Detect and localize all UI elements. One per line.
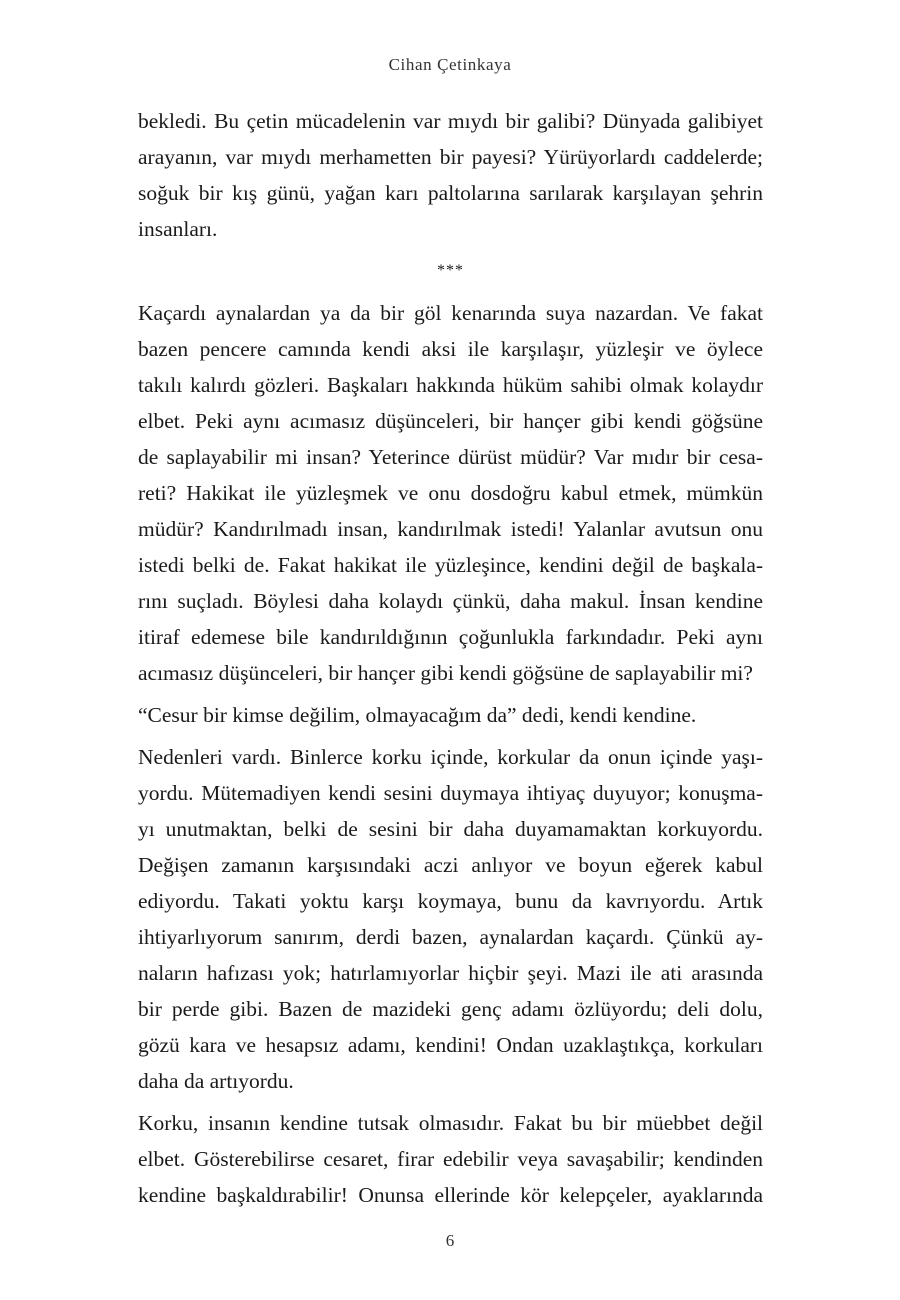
text-line: bekledi. Bu çetin mücadelenin var mıydı bir galibi? Dünyada galibiyet xyxy=(138,109,763,133)
text-line: Korku, insanın kendine tutsak olmasıdır. Fakat bu bir müebbet değil xyxy=(138,1111,764,1135)
text-line: reti? Hakikat ile yüzleşmek ve onu dosdoğru kabul etmek, mümkün xyxy=(138,481,763,505)
body-text xyxy=(138,103,763,1213)
text-line: istedi belki de. Fakat hakikat ile yüzleşince, kendini değil de başkala- xyxy=(138,553,764,577)
text-line: arayanın, var mıydı merhametten bir payesi? Yürüyorlardı caddelerde; xyxy=(138,145,763,169)
section-separator: *** xyxy=(437,262,464,279)
text-line: naların hafızası yok; hatırlamıyorlar hiçbir şeyi. Mazi ile ati arasında xyxy=(138,961,763,985)
text-line: Değişen zamanın karşısındaki aczi anlıyor ve boyun eğerek kabul xyxy=(138,853,764,877)
text-line: elbet. Gösterebilirse cesaret, firar edebilir veya savaşabilir; kendinden xyxy=(138,1147,764,1171)
text-line: kendine başkaldırabilir! Onunsa ellerinde kör kelepçeler, ayaklarında xyxy=(138,1183,763,1207)
text-line: Kaçardı aynalardan ya da bir göl kenarında suya nazardan. Ve fakat xyxy=(138,301,764,325)
paragraph-4 xyxy=(138,739,763,1099)
text-line: de saplayabilir mi insan? Yeterince dürüst müdür? Var mıdır bir cesa- xyxy=(138,445,763,469)
paragraph-5 xyxy=(138,1105,763,1213)
paragraph-3 xyxy=(138,697,763,733)
paragraph-2 xyxy=(138,295,763,691)
text-line: yordu. Mütemadiyen kendi sesini duymaya ihtiyaç duyuyor; konuşma- xyxy=(138,781,764,805)
text-line: daha da artıyordu. xyxy=(138,1069,294,1093)
paragraph-1 xyxy=(138,103,763,247)
text-line: insanları. xyxy=(138,217,218,241)
text-line: ihtiyarlıyorum sanırım, derdi bazen, aynalardan kaçardı. Çünkü ay- xyxy=(138,925,764,949)
running-head-author: Cihan Çetinkaya xyxy=(388,55,512,74)
text-line: soğuk bir kış günü, yağan karı paltolarına sarılarak karşılayan şehrin xyxy=(138,181,763,205)
text-line: gözü kara ve hesapsız adamı, kendini! Ondan uzaklaştıkça, korkuları xyxy=(138,1033,764,1057)
text-line: bir perde gibi. Bazen de mazideki genç adamı özlüyordu; deli dolu, xyxy=(138,997,764,1021)
text-line: itiraf edemese bile kandırıldığının çoğunlukla farkındadır. Peki aynı xyxy=(138,625,764,649)
page-number: 6 xyxy=(445,1231,455,1250)
text-line: yı unutmaktan, belki de sesini bir daha duyamamaktan korkuyordu. xyxy=(138,817,764,841)
text-line: acımasız düşünceleri, bir hançer gibi kendi göğsüne de saplayabilir mi? xyxy=(138,661,753,685)
text-line: bazen pencere camında kendi aksi ile karşılaşır, yüzleşir ve öylece xyxy=(138,337,763,361)
text-line: elbet. Peki aynı acımasız düşünceleri, bir hançer gibi kendi göğsüne xyxy=(138,409,763,433)
text-line: ediyordu. Takati yoktu karşı koymaya, bunu da kavrıyordu. Artık xyxy=(138,889,764,913)
text-line: takılı kalırdı gözleri. Başkaları hakkında hüküm sahibi olmak kolaydır xyxy=(138,373,764,397)
text-line: rını suçladı. Böylesi daha kolaydı çünkü, daha makul. İnsan kendine xyxy=(138,589,763,613)
text-line: Nedenleri vardı. Binlerce korku içinde, korkular da onun içinde yaşı- xyxy=(138,745,763,769)
text-line: “Cesur bir kimse değilim, olmayacağım da” dedi, kendi kendine. xyxy=(138,703,697,727)
text-line: müdür? Kandırılmadı insan, kandırılmak istedi! Yalanlar avutsun onu xyxy=(138,517,764,541)
